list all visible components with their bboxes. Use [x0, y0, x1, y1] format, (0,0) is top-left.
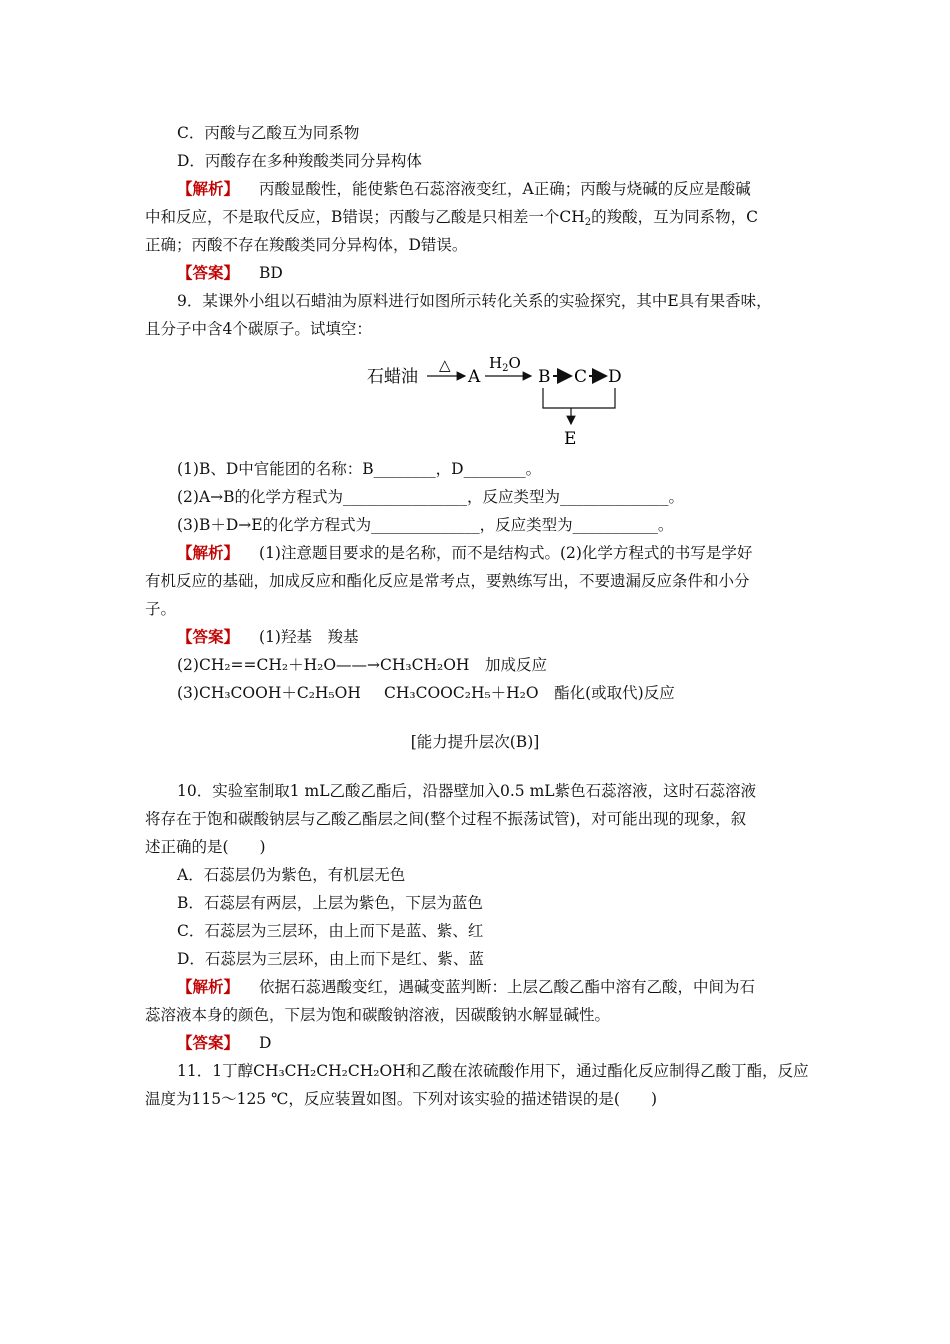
q10-stem-line-1: 10．实验室制取1 mL乙酸乙酯后，沿器壁加入0.5 mL紫色石蕊溶液，这时石蕊溶液 [177, 782, 757, 800]
answer-tag: 【答案】 [177, 263, 240, 282]
analysis-tag: 【解析】 [177, 977, 240, 996]
q9-stem-line-1: 9．某课外小组以石蜡油为原料进行如图所示转化关系的实验探究，其中E具有果香味， [177, 292, 772, 310]
q10-stem-line-3: 述正确的是( ) [145, 838, 266, 856]
q8-option-c: C．丙酸与乙酸互为同系物 [177, 124, 360, 142]
analysis-tag: 【解析】 [177, 543, 240, 562]
q9-answer-3b: CH₃COOC₂H₅＋H₂O 酯化(或取代)反应 [384, 684, 675, 702]
q9-analysis-line-3: 子。 [145, 600, 177, 618]
q9-answer-2: (2)CH₂==CH₂＋H₂O——→CH₃CH₂OH 加成反应 [177, 656, 547, 674]
q10-analysis-line-1: 【解析】 依据石蕊遇酸变红，遇碱变蓝判断：上层乙酸乙酯中溶有乙酸，中间为石 [177, 977, 756, 996]
start-material: 石蜡油 [367, 367, 418, 387]
analysis-tag: 【解析】 [177, 179, 240, 198]
water-label: $H_2O$ [489, 354, 521, 374]
b-d-bracket [543, 388, 615, 408]
q8-analysis-line-1: 【解析】 丙酸显酸性，能使紫色石蕊溶液变红，A正确；丙酸与烧碱的反应是酸碱 [177, 179, 751, 198]
node-d: D [608, 367, 622, 387]
q11-stem-line-1: 11．1丁醇CH₃CH₂CH₂CH₂OH和乙酸在浓硫酸作用下，通过酯化反应制得乙酸丁酯，反应 [177, 1062, 809, 1080]
q10-option-d: D．石蕊层为三层环，由上而下是红、紫、蓝 [177, 950, 484, 968]
q10-analysis-line-2: 蕊溶液本身的颜色，下层为饱和碳酸钠溶液，因碳酸钠水解显碱性。 [145, 1006, 611, 1024]
q9-analysis-line-2: 有机反应的基础，加成反应和酯化反应是常考点，要熟练写出，不要遗漏反应条件和小分 [145, 572, 750, 590]
node-e: E [564, 429, 577, 448]
answer-tag: 【答案】 [177, 1033, 240, 1052]
q10-option-b: B．石蕊层有两层，上层为紫色，下层为蓝色 [177, 894, 483, 912]
q9-sub-3: (3)B＋D→E的化学方程式为______________，反应类型为___________。 [177, 516, 674, 534]
q8-answer: 【答案】 BD [177, 263, 283, 282]
q8-analysis-line-3: 正确；丙酸不存在羧酸类同分异构体，D错误。 [145, 236, 468, 254]
q9-conversion-diagram [355, 348, 655, 448]
q9-sub-1: (1)B、D中官能团的名称：B________，D________。 [177, 460, 542, 478]
q9-answer-1: 【答案】 (1)羟基 羧基 [177, 627, 359, 646]
q10-answer: 【答案】 D [177, 1033, 272, 1052]
node-a: A [468, 367, 481, 387]
q10-option-a: A．石蕊层仍为紫色，有机层无色 [177, 866, 406, 884]
q9-answer-3a: (3)CH₃COOH＋C₂H₅OH [177, 684, 361, 702]
heat-symbol: △ [439, 356, 451, 374]
node-b: B [538, 367, 551, 387]
q8-option-d: D．丙酸存在多种羧酸类同分异构体 [177, 152, 422, 170]
q9-analysis-line-1: 【解析】 (1)注意题目要求的是名称，而不是结构式。(2)化学方程式的书写是学好 [177, 543, 753, 562]
q9-sub-2: (2)A→B的化学方程式为________________，反应类型为______________。 [177, 488, 685, 506]
answer-tag: 【答案】 [177, 627, 240, 646]
q8-analysis-line-2: 中和反应，不是取代反应，B错误；丙酸与乙酸是只相差一个$CH_2$的羧酸，互为同系物，C [145, 208, 759, 228]
q11-stem-line-2: 温度为115～125 ℃，反应装置如图。下列对该实验的描述错误的是( ) [145, 1090, 658, 1108]
q10-stem-line-2: 将存在于饱和碳酸钠层与乙酸乙酯层之间(整个过程不振荡试管)，对可能出现的现象，叙 [145, 810, 747, 828]
node-c: C [574, 367, 588, 387]
section-title: [能力提升层次(B)] [410, 733, 540, 751]
q10-option-c: C．石蕊层为三层环，由上而下是蓝、紫、红 [177, 922, 484, 940]
q9-stem-line-2: 且分子中含4个碳原子。试填空： [145, 320, 372, 338]
